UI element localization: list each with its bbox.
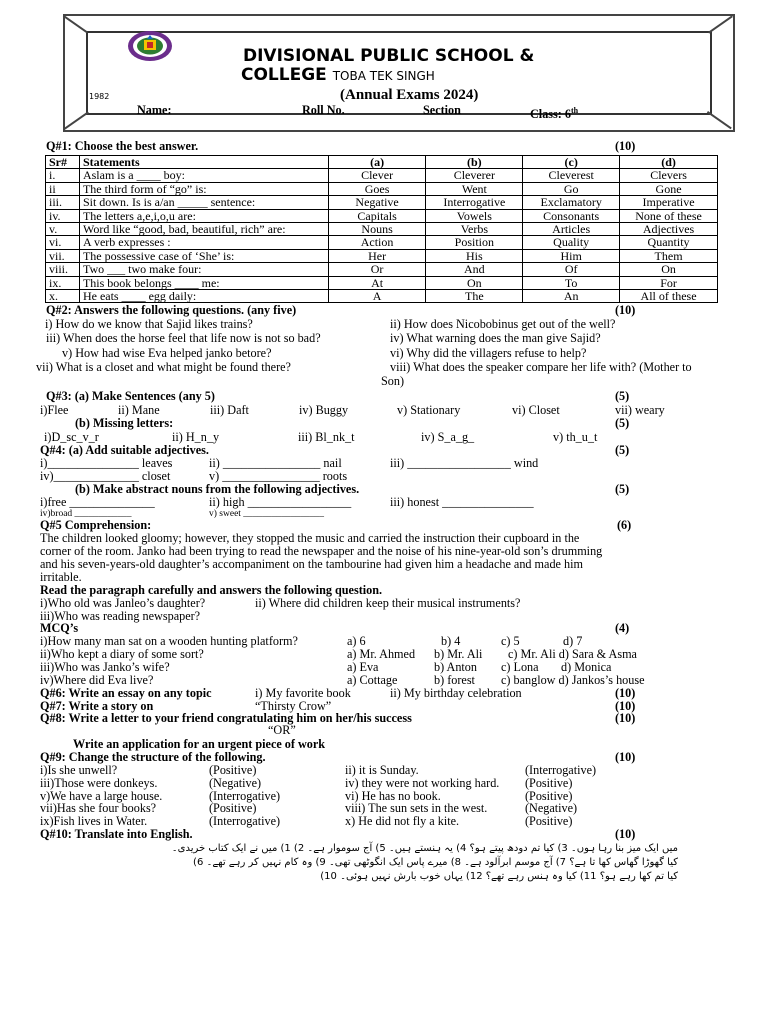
q9-sentence: x) He did not fly a kite. xyxy=(345,814,460,829)
comprehension-line: The children looked gloomy; however, they stopped the music and carried the instruction their cupboard in the xyxy=(40,531,580,545)
mcq-option: d) Monica xyxy=(561,660,612,674)
q4-b-title: (b) Make abstract nouns from the following adjectives. xyxy=(75,482,360,496)
q5-marks: (6) xyxy=(617,518,632,532)
option-cell: Adjectives xyxy=(620,223,718,236)
q2-item: i) How do we know that Sajid likes trains? xyxy=(45,317,253,331)
q2-title: Q#2: Answers the following questions. (any five) xyxy=(46,303,297,317)
statement-cell: A verb expresses : xyxy=(79,236,328,249)
row-number: vi. xyxy=(46,236,80,249)
mcq-option: c) 5 xyxy=(501,634,520,648)
statement-cell: Aslam is a ____ boy: xyxy=(79,169,328,182)
q3-word: i)Flee xyxy=(40,403,69,417)
mcq-option: a) 6 xyxy=(347,634,366,648)
q9-target-form: (Positive) xyxy=(209,763,257,777)
q9-target-form: (Interrogative) xyxy=(209,814,281,829)
urdu-line: کیا گھوڑا گھاس کھا تا ہے؟ 7) آج موسم ابرآلود ہے۔ 8) میرے پاس ایک انگوٹھی تھی۔ 9) وہ کام نہیں کر رہے تھے۔ 6) xyxy=(193,857,678,868)
table-header-row xyxy=(46,156,718,169)
option-cell: Of xyxy=(523,263,620,276)
table-row xyxy=(46,276,718,289)
option-cell: Articles xyxy=(523,223,620,236)
mcq-option: c) banglow d) Jankos’s house xyxy=(501,673,645,687)
row-number: iv. xyxy=(46,209,80,222)
option-cell: Nouns xyxy=(328,223,426,236)
q9-sentence: i)Is she unwell? xyxy=(40,763,118,777)
row-number: iii. xyxy=(46,196,80,209)
header-c: (c) xyxy=(523,156,620,169)
option-cell: On xyxy=(620,263,718,276)
option-cell: Gone xyxy=(620,182,718,195)
comprehension-line: and his seven-years-old daughter’s accompaniment on the tambourine had given him a headache and made him xyxy=(40,557,583,571)
q6-option: ii) My birthday celebration xyxy=(390,686,522,700)
q3-word: vii) weary xyxy=(615,403,665,417)
option-cell: Verbs xyxy=(426,223,523,236)
mcq-option: c) Mr. Ali d) Sara & Asma xyxy=(508,647,637,661)
table-row xyxy=(46,249,718,262)
school-name-line2 xyxy=(241,66,435,85)
row-number: vii. xyxy=(46,249,80,262)
q8-alternative: Write an application for an urgent piece of work xyxy=(73,737,326,751)
table-row xyxy=(46,209,718,222)
table-row xyxy=(46,182,718,195)
row-number: x. xyxy=(46,290,80,303)
q8-marks: (10) xyxy=(615,711,636,725)
missing-letter-item: iv) S_a_g_ xyxy=(421,430,475,444)
q3-word: v) Stationary xyxy=(397,403,461,417)
option-cell: A xyxy=(328,290,426,303)
option-cell: Cleverest xyxy=(523,169,620,182)
q4-b-marks: (5) xyxy=(615,482,630,496)
missing-letter-item: v) th_u_t xyxy=(553,430,598,444)
school-logo xyxy=(127,30,173,62)
statement-cell: Two ___ two make four: xyxy=(79,263,328,276)
option-cell: Goes xyxy=(328,182,426,195)
q6-marks: (10) xyxy=(615,686,636,700)
option-cell: An xyxy=(523,290,620,303)
founding-year: 1982 xyxy=(89,92,110,101)
mcq-question: iv)Where did Eva live? xyxy=(40,673,154,687)
q9-target-form: (Positive) xyxy=(525,814,573,829)
roll-label: Roll No. xyxy=(302,103,345,117)
q9-sentence: v)We have a large house. xyxy=(40,788,163,803)
school-name-college: COLLEGE xyxy=(241,65,327,85)
q9-sentence: iv) they were not working hard. xyxy=(345,775,500,790)
option-cell: Capitals xyxy=(328,209,426,222)
header-a: (a) xyxy=(328,156,426,169)
option-cell: Action xyxy=(328,236,426,249)
statement-cell: The letters a,e,i,o,u are: xyxy=(79,209,328,222)
abstract-noun-blank: ii) high _________________ xyxy=(209,495,352,509)
q9-target-form: (Positive) xyxy=(209,801,257,816)
q9-target-form: (Negative) xyxy=(525,801,578,816)
abstract-noun-blank: v) sweet _________________ xyxy=(209,509,325,519)
q4-marks: (5) xyxy=(615,443,630,457)
option-cell: Him xyxy=(523,249,620,262)
table-row xyxy=(46,236,718,249)
q9-sentence: viii) The sun sets in the west. xyxy=(345,801,488,816)
q2-item-cont: Son) xyxy=(381,374,405,388)
q2-item xyxy=(390,361,692,374)
urdu-line: کیا تم کھا رہے ہو؟ 11) کیا وہ ہنس رہے تھے؟ 12) یہاں خوب بارش نہیں ہوئی۔ 10) xyxy=(320,871,678,882)
class-label-text: Class: 6 xyxy=(530,107,571,122)
option-cell: Imperative xyxy=(620,196,718,209)
adjective-blank: v) ________________ roots xyxy=(209,469,348,483)
option-cell: Consonants xyxy=(523,209,620,222)
school-name-line1: DIVISIONAL PUBLIC SCHOOL & xyxy=(243,46,535,66)
missing-letter-item: ii) H_n_y xyxy=(172,430,220,444)
q2-item: ii) How does Nicobobinus get out of the well? xyxy=(390,317,616,331)
adjective-blank: ii) ________________ nail xyxy=(209,456,342,470)
table-row xyxy=(46,196,718,209)
abstract-noun-blank: i)free ______________ xyxy=(40,495,155,509)
statement-cell: He eats ____ egg daily: xyxy=(79,290,328,303)
mcq-option: b) Mr. Ali xyxy=(434,647,483,661)
mcq-question: ii)Who kept a diary of some sort? xyxy=(40,647,204,661)
q9-target-form: (Interrogative) xyxy=(209,788,281,803)
q9-target-form: (Positive) xyxy=(525,788,573,803)
q8-or: “OR” xyxy=(268,723,296,737)
q1-table-body xyxy=(46,169,718,303)
statement-cell: Sit down. Is is a/an _____ sentence: xyxy=(79,196,328,209)
q9-sentence: ii) it is Sunday. xyxy=(345,763,419,777)
statement-cell: Word like “good, bad, beautiful, rich” are: xyxy=(79,223,328,236)
q3-word: iii) Daft xyxy=(210,403,249,417)
q2-item: iii) When does the horse feel that life now is not so bad? xyxy=(46,331,321,345)
option-cell: For xyxy=(620,276,718,289)
row-number: ii xyxy=(46,182,80,195)
mcq-question: iii)Who was Janko’s wife? xyxy=(40,660,170,674)
urdu-line: میں ایک میز بنا رہا ہوں۔ 3) کیا تم دودھ پیتے ہو؟ 4) یہ ہنستے ہیں۔ 5) آج سوموار ہے۔ 2) 1) میں نے ایک کتاب خریدی۔ xyxy=(171,843,678,854)
q9-target-form: (Positive) xyxy=(525,775,573,790)
table-row xyxy=(46,290,718,303)
row-number: ix. xyxy=(46,276,80,289)
q1-marks: (10) xyxy=(615,139,636,153)
comprehension-line: irritable. xyxy=(40,570,82,584)
row-number: v. xyxy=(46,223,80,236)
table-row xyxy=(46,263,718,276)
adjective-blank: i)_______________ leaves xyxy=(40,456,173,470)
q2-item: vi) Why did the villagers refuse to help? xyxy=(390,346,587,360)
q9-marks: (10) xyxy=(615,750,636,764)
class-label xyxy=(530,104,578,121)
mcq-option: c) Lona xyxy=(501,660,539,674)
option-cell: Cleverer xyxy=(426,169,523,182)
option-cell: His xyxy=(426,249,523,262)
option-cell: Vowels xyxy=(426,209,523,222)
comprehension-line: corner of the room. Janko had been trying to read the newspaper and the noise of his nine-year-old son’s drumming xyxy=(40,544,603,558)
option-cell: And xyxy=(426,263,523,276)
q2-item-text: viii) What does the speaker compare her life with xyxy=(390,360,631,374)
mcq-option: a) Cottage xyxy=(347,673,398,687)
q9-sentence: ix)Fish lives in Water. xyxy=(40,814,148,829)
exam-title: (Annual Exams 2024) xyxy=(340,87,479,103)
q3-b-marks: (5) xyxy=(615,416,630,430)
statement-cell: This book belongs ____ me: xyxy=(79,276,328,289)
table-row xyxy=(46,169,718,182)
mcq-option: b) forest xyxy=(434,673,475,687)
q2-item: vii) What is a closet and what might be found there? xyxy=(36,360,291,374)
section-label: Section xyxy=(423,103,461,117)
q6-title: Q#6: Write an essay on any topic xyxy=(40,686,212,700)
missing-letter-item: i)D_sc_v_r xyxy=(44,430,99,444)
q3-word: vi) Closet xyxy=(512,403,560,417)
comprehension-question: ii) Where did children keep their musical instruments? xyxy=(255,596,521,610)
option-cell: Negative xyxy=(328,196,426,209)
header-b: (b) xyxy=(426,156,523,169)
q2-marks: (10) xyxy=(615,303,636,317)
option-cell: The xyxy=(426,290,523,303)
q8-title: Q#8: Write a letter to your friend congratulating him on her/his success xyxy=(40,711,412,725)
q9-title: Q#9: Change the structure of the following. xyxy=(40,750,266,764)
option-cell: Went xyxy=(426,182,523,195)
row-number: viii. xyxy=(46,263,80,276)
q3-word: iv) Buggy xyxy=(299,403,349,417)
q1-title: Q#1: Choose the best answer. xyxy=(46,139,199,153)
q3-b-title: (b) Missing letters: xyxy=(75,416,174,430)
option-cell: None of these xyxy=(620,209,718,222)
option-cell: Her xyxy=(328,249,426,262)
option-cell: Clever xyxy=(328,169,426,182)
school-city: TOBA TEK SINGH xyxy=(332,69,435,83)
adjective-blank: iii) _________________ wind xyxy=(390,456,539,470)
option-cell: All of these xyxy=(620,290,718,303)
missing-letter-item: iii) Bl_nk_t xyxy=(298,430,355,444)
option-cell: On xyxy=(426,276,523,289)
table-row xyxy=(46,223,718,236)
abstract-noun-blank: iii) honest _______________ xyxy=(390,495,534,509)
option-cell: Quantity xyxy=(620,236,718,249)
row-number: i. xyxy=(46,169,80,182)
mcq-question: i)How many man sat on a wooden hunting platform? xyxy=(40,634,298,648)
header-statements: Statements xyxy=(79,156,328,169)
comprehension-question: i)Who old was Janleo’s daughter? xyxy=(40,596,206,610)
option-cell: Or xyxy=(328,263,426,276)
name-label: Name: xyxy=(137,103,172,117)
mcq-option: d) 7 xyxy=(563,634,583,648)
q6-option: i) My favorite book xyxy=(255,686,351,700)
q2-item-tail: ? (Mother to xyxy=(630,360,692,374)
option-cell: Exclamatory xyxy=(523,196,620,209)
q10-title: Q#10: Translate into English. xyxy=(40,827,193,841)
option-cell: Clevers xyxy=(620,169,718,182)
mcq-option: b) Anton xyxy=(434,660,477,674)
q3-marks: (5) xyxy=(615,389,630,403)
header-d: (d) xyxy=(620,156,718,169)
comprehension-question: iii)Who was reading newspaper? xyxy=(40,609,201,623)
option-cell: To xyxy=(523,276,620,289)
q1-table xyxy=(45,155,718,303)
statement-cell: The third form of “go” is: xyxy=(79,182,328,195)
q9-sentence: vi) He has no book. xyxy=(345,788,441,803)
q7-story: “Thirsty Crow” xyxy=(255,699,332,713)
q7-title: Q#7: Write a story on xyxy=(40,699,154,713)
statement-cell: The possessive case of ‘She’ is: xyxy=(79,249,328,262)
class-label-sup: th xyxy=(570,106,579,115)
option-cell: Position xyxy=(426,236,523,249)
q2-item: v) How had wise Eva helped janko betore? xyxy=(62,346,272,360)
q3-title: Q#3: (a) Make Sentences (any 5) xyxy=(46,389,215,403)
mcq-option: b) 4 xyxy=(441,634,461,648)
q9-sentence: iii)Those were donkeys. xyxy=(40,775,158,790)
option-cell: At xyxy=(328,276,426,289)
option-cell: Them xyxy=(620,249,718,262)
read-instruction: Read the paragraph carefully and answers the following question. xyxy=(40,583,383,597)
mcq-title: MCQ’s xyxy=(40,621,79,635)
q7-marks: (10) xyxy=(615,699,636,713)
adjective-blank: iv)______________ closet xyxy=(40,469,171,483)
q10-marks: (10) xyxy=(615,827,636,841)
q9-target-form: (Interrogative) xyxy=(525,763,597,777)
header-sr: Sr# xyxy=(46,156,80,169)
q9-target-form: (Negative) xyxy=(209,775,262,790)
q3-word: ii) Mane xyxy=(118,403,160,417)
q4-title: Q#4: (a) Add suitable adjectives. xyxy=(40,443,209,457)
option-cell: Quality xyxy=(523,236,620,249)
mcq-option: a) Eva xyxy=(347,660,379,674)
q9-sentence: vii)Has she four books? xyxy=(40,801,157,816)
abstract-noun-blank: iv)broad ____________ xyxy=(40,509,132,519)
q2-item: iv) What warning does the man give Sajid? xyxy=(390,331,601,345)
mcq-option: a) Mr. Ahmed xyxy=(347,647,416,661)
option-cell: Go xyxy=(523,182,620,195)
option-cell: Interrogative xyxy=(426,196,523,209)
q5-title: Q#5 Comprehension: xyxy=(40,518,152,532)
mcq-marks: (4) xyxy=(615,621,630,635)
